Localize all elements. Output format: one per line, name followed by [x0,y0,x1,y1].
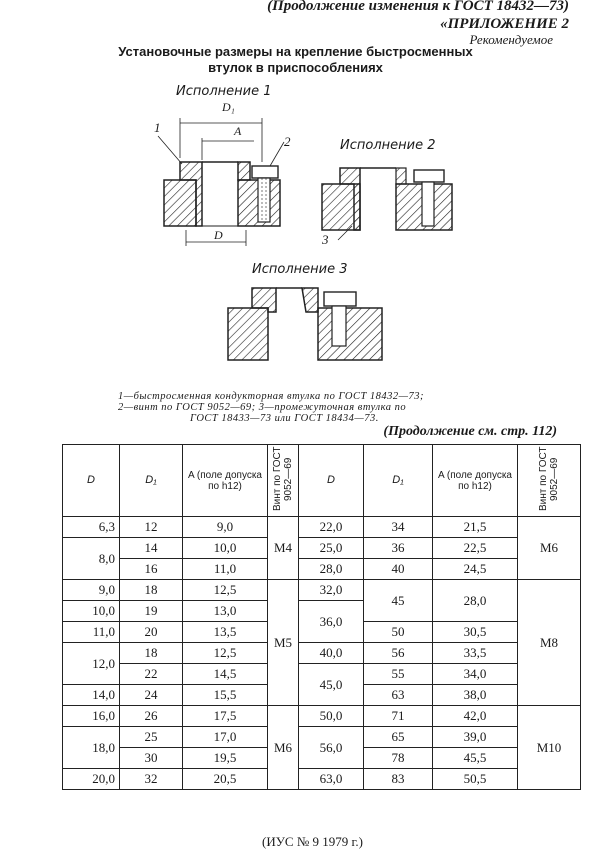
table-cell: 11,0 [183,559,268,580]
table-cell: 34 [364,517,433,538]
table-row [63,580,581,601]
table-cell: 36 [364,538,433,559]
table-cell: 9,0 [183,517,268,538]
callout-1: 1 [154,120,161,135]
table-row [63,706,581,727]
table-cell: 65 [364,727,433,748]
table-cell: M6 [518,517,581,580]
table-cell: 38,0 [433,685,518,706]
dimension-d1-label: D₁ [222,100,235,114]
dimension-a-label: A [234,124,242,138]
continuation-note: (Продолжение изменения к ГОСТ 18432—73) [267,0,569,14]
document-title [0,44,591,76]
table-cell: 20,0 [63,769,120,790]
col-screw: Винт по ГОСТ 9052—69 [268,445,299,517]
table-cell: 26 [120,706,183,727]
table-row [63,664,581,685]
table-cell: 42,0 [433,706,518,727]
table-cell: 12 [120,517,183,538]
table-cell: M6 [268,706,299,790]
table-cell: 12,5 [183,643,268,664]
table-cell: 17,0 [183,727,268,748]
caption-line-2: 2—винт по ГОСТ 9052—69; 3—промежуточная втулка по [118,402,407,413]
variant-3-label: Исполнение 3 [252,262,348,277]
table-cell: 25 [120,727,183,748]
table-cell: 83 [364,769,433,790]
table-cell: 18,0 [63,727,120,769]
col-d-right: D [299,445,364,517]
callout-3: 3 [322,232,329,247]
table-cell: 56 [364,643,433,664]
col-d1-right: D₁ [364,445,433,517]
table-cell: 9,0 [63,580,120,601]
col-d: D [63,445,120,517]
col-a: A (поле допуска по h12) [183,445,268,517]
table-cell: 50,0 [299,706,364,727]
appendix-heading: «ПРИЛОЖЕНИЕ 2 [440,16,569,32]
recommended-label: Рекомендуемое [469,32,553,47]
table-row [63,769,581,790]
table-cell: 25,0 [299,538,364,559]
footer-note: (ИУС № 9 1979 г.) [262,834,363,849]
table-cell: 18 [120,580,183,601]
table-cell: 18 [120,643,183,664]
table-cell: M4 [268,517,299,580]
table-header-row [63,445,581,517]
variant-3-drawing [226,282,386,364]
table-cell: 50 [364,622,433,643]
table-cell: 33,5 [433,643,518,664]
table-cell: 39,0 [433,727,518,748]
table-row [63,559,581,580]
table-cell: 14,0 [63,685,120,706]
table-cell: M10 [518,706,581,790]
table-cell: 12,0 [63,643,120,685]
table-row [63,643,581,664]
table-cell: 19,5 [183,748,268,769]
table-cell: 32,0 [299,580,364,601]
table-row [63,517,581,538]
dimensions-table [62,444,581,790]
table-cell: 12,5 [183,580,268,601]
table-cell: 36,0 [299,601,364,643]
table-cell: 45,5 [433,748,518,769]
table-cell: 50,5 [433,769,518,790]
table-cell: 22 [120,664,183,685]
table-cell: 22,5 [433,538,518,559]
col-d1: D₁ [120,445,183,517]
dimension-d-label: D [214,228,223,242]
table-cell: 14 [120,538,183,559]
table-cell: 45,0 [299,664,364,706]
table-cell: 71 [364,706,433,727]
table-cell: 6,3 [63,517,120,538]
col-a-right: A (поле допуска по h12) [433,445,518,517]
table-cell: M8 [518,580,581,706]
table-cell: 10,0 [183,538,268,559]
table-cell: 45 [364,580,433,622]
table-cell: 32 [120,769,183,790]
caption-line-3: ГОСТ 18433—73 или ГОСТ 18434—73. [190,413,379,424]
table-cell: 17,5 [183,706,268,727]
table-cell: 8,0 [63,538,120,580]
table-cell: 15,5 [183,685,268,706]
variant-2-label: Исполнение 2 [340,138,436,153]
title-line-2: втулок в приспособлениях [208,60,383,75]
continued-note: (Продолжение см. стр. 112) [383,424,557,439]
table-row [63,727,581,748]
table-cell: 34,0 [433,664,518,685]
table-cell: 30 [120,748,183,769]
callout-2: 2 [284,134,291,149]
table-row [63,538,581,559]
table-cell: 56,0 [299,727,364,769]
table-cell: 21,5 [433,517,518,538]
table-cell: 78 [364,748,433,769]
table-cell: 20 [120,622,183,643]
table-cell: 30,5 [433,622,518,643]
table-cell: 55 [364,664,433,685]
table-cell: 63,0 [299,769,364,790]
table-cell: 28,0 [299,559,364,580]
table-cell: 16,0 [63,706,120,727]
variant-1-label: Исполнение 1 [176,84,272,99]
table-cell: 16 [120,559,183,580]
col-screw-right: Винт по ГОСТ 9052—69 [518,445,581,517]
table-cell: 24,5 [433,559,518,580]
table-cell: 40 [364,559,433,580]
table-cell: 24 [120,685,183,706]
table-cell: 63 [364,685,433,706]
caption-line-1: 1—быстросменная кондукторная втулка по ГОСТ 18432—73; [118,391,424,402]
table-cell: 14,5 [183,664,268,685]
table-cell: 13,5 [183,622,268,643]
table-cell: 22,0 [299,517,364,538]
table-cell: 10,0 [63,601,120,622]
table-cell: 40,0 [299,643,364,664]
variant-2-drawing [318,156,458,248]
table-cell: 19 [120,601,183,622]
title-line-1: Установочные размеры на крепление быстросменных [118,44,473,59]
table-cell: 13,0 [183,601,268,622]
table-cell: 20,5 [183,769,268,790]
table-cell: 11,0 [63,622,120,643]
table-cell: M5 [268,580,299,706]
table-cell: 28,0 [433,580,518,622]
